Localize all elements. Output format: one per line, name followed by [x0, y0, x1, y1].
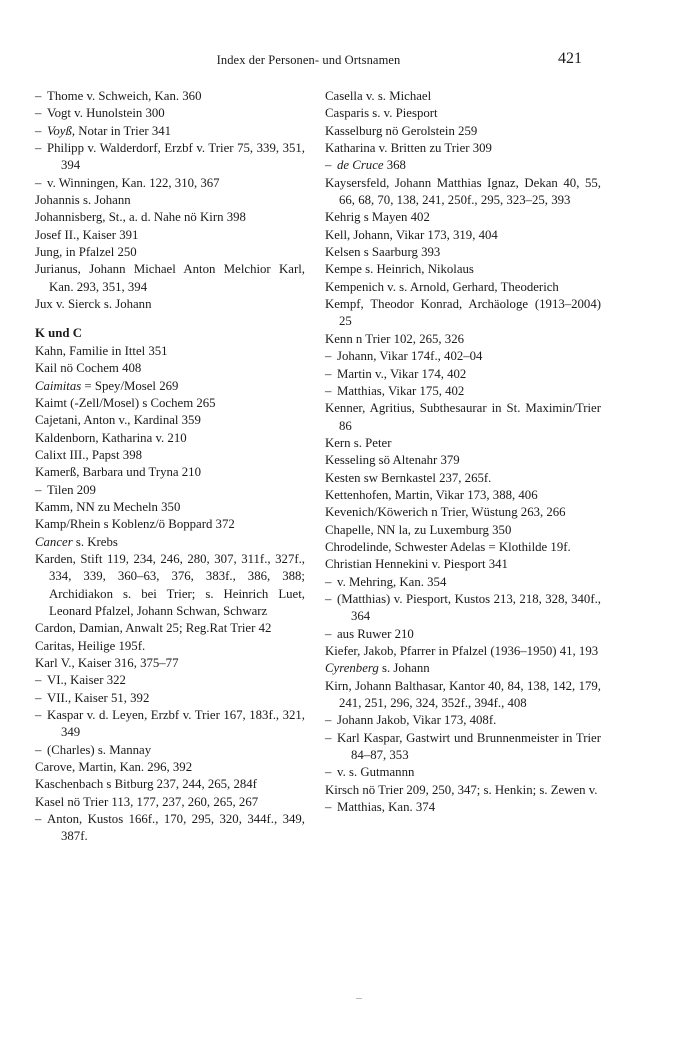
index-entry — [325, 209, 601, 226]
entry-text: Johann Jakob, Vikar 173, 408f. — [337, 713, 497, 728]
entry-text: Thome v. Schweich, Kan. 360 — [47, 89, 202, 103]
entry-text: Kasselburg nö Gerolstein 259 — [325, 123, 478, 138]
entry-dash: – — [35, 812, 42, 827]
index-entry — [35, 794, 305, 811]
entry-italic-term: de Cruce — [337, 158, 384, 173]
entry-dash: – — [325, 383, 332, 398]
index-column-left — [35, 88, 305, 846]
index-entry — [325, 452, 601, 469]
entry-text: Kiefer, Jakob, Pfarrer in Pfalzel (1936–1950) 41, 193 — [325, 644, 599, 658]
entry-dash: – — [325, 158, 332, 173]
index-entry — [325, 175, 601, 210]
entry-dash: – — [325, 574, 332, 589]
index-entry — [325, 435, 601, 452]
index-entry — [35, 360, 305, 377]
running-title: Index der Personen- und Ortsnamen — [216, 53, 401, 67]
entry-text: Philipp v. Walderdorf, Erzbf v. Trier 75, 339, 351, 394 — [47, 141, 305, 173]
index-entry — [35, 261, 305, 296]
footer-mark — [356, 998, 362, 999]
entry-text: Kettenhofen, Martin, Vikar 173, 388, 406 — [325, 487, 538, 502]
index-entry — [325, 331, 601, 348]
index-subentry — [325, 730, 601, 765]
entry-text: K und C — [35, 326, 82, 341]
entry-text: Kempe s. Heinrich, Nikolaus — [325, 262, 474, 277]
index-entry — [35, 412, 305, 429]
index-subentry — [35, 123, 305, 140]
index-entry — [35, 534, 305, 551]
index-entry — [35, 620, 305, 637]
entry-dash: – — [325, 366, 332, 381]
entry-text: Johannisberg, St., a. d. Nahe nö Kirn 398 — [35, 210, 246, 225]
index-entry — [35, 638, 305, 655]
index-subentry — [35, 175, 305, 192]
entry-text: Kesseling sö Altenahr 379 — [325, 453, 460, 468]
index-entry — [325, 227, 601, 244]
entry-text: Matthias, Kan. 374 — [337, 800, 436, 815]
index-entry — [325, 140, 601, 157]
entry-text: Kaysersfeld, Johann Matthias Ignaz, Dekan 40, 55, 66, 68, 70, 138, 241, 250f., 295, 323–25, 393 — [325, 175, 601, 208]
entry-text: Kevenich/Köwerich n Trier, Wüstung 263, 266 — [325, 505, 566, 520]
entry-text: Tilen 209 — [47, 482, 96, 497]
entry-dash: – — [35, 482, 42, 497]
entry-italic-term: Voyß, — [47, 123, 76, 138]
entry-text: Casella v. s. Michael — [325, 89, 432, 103]
index-entry — [325, 279, 601, 296]
entry-text: Christian Hennekini v. Piesport 341 — [325, 557, 508, 572]
entry-text: Kaschenbach s Bitburg 237, 244, 265, 284f — [35, 777, 257, 792]
entry-text: Kirn, Johann Balthasar, Kantor 40, 84, 138, 142, 179, 241, 251, 296, 324, 352f., 394f., 408 — [325, 678, 601, 711]
index-entry — [35, 296, 305, 313]
index-subentry — [35, 105, 305, 122]
index-entry — [35, 395, 305, 412]
index-subentry — [35, 482, 305, 499]
index-entry — [35, 192, 305, 209]
index-entry — [35, 244, 305, 261]
entry-text: Cardon, Damian, Anwalt 25; Reg.Rat Trier 42 — [35, 621, 272, 636]
index-subentry — [35, 811, 305, 846]
entry-text: = Spey/Mosel 269 — [81, 378, 179, 393]
entry-text: Calixt III., Papst 398 — [35, 447, 142, 462]
index-entry — [35, 655, 305, 672]
index-entry — [35, 516, 305, 533]
index-entry — [325, 244, 601, 261]
entry-dash: – — [325, 626, 332, 641]
entry-text: Kern s. Peter — [325, 435, 392, 450]
entry-text: v. Mehring, Kan. 354 — [337, 574, 447, 589]
entry-text: Kempenich v. s. Arnold, Gerhard, Theoderich — [325, 279, 559, 294]
entry-text: Anton, Kustos 166f., 170, 295, 320, 344f., 349, 387f. — [47, 812, 305, 844]
entry-text: Kahn, Familie in Ittel 351 — [35, 343, 168, 358]
entry-dash: – — [35, 175, 42, 190]
entry-text: Karl V., Kaiser 316, 375–77 — [35, 656, 179, 670]
entry-text: s. Johann — [378, 661, 430, 676]
entry-text: Chrodelinde, Schwester Adelas = Klothilde 19f. — [325, 539, 571, 554]
index-entry — [35, 227, 305, 244]
index-entry — [325, 504, 601, 521]
entry-text: Johann, Vikar 174f., 402–04 — [337, 349, 483, 364]
entry-italic-term: Cyrenberg — [325, 661, 379, 676]
page-number: 421 — [558, 50, 582, 67]
entry-text: Jung, in Pfalzel 250 — [35, 245, 137, 260]
entry-italic-term: Caimitas — [35, 378, 82, 393]
index-entry — [35, 209, 305, 226]
index-entry — [35, 447, 305, 464]
entry-text: Karden, Stift 119, 234, 246, 280, 307, 311f., 327f., 334, 339, 360–63, 376, 383f., 386, 388; Archidiakon s. bei Trier; s. Heinrich Luet, Leonard Pfalzel, Johann Schwan, Schwarz — [35, 551, 305, 618]
entry-text: VI., Kaiser 322 — [47, 673, 126, 688]
index-entry — [325, 556, 601, 573]
entry-text: Casparis s. v. Piesport — [325, 106, 438, 121]
entry-text: Josef II., Kaiser 391 — [35, 227, 139, 242]
index-subentry — [325, 366, 601, 383]
entry-text: (Matthias) v. Piesport, Kustos 213, 218, 328, 340f., 364 — [337, 591, 601, 624]
entry-text: Kehrig s Mayen 402 — [325, 210, 430, 225]
index-entry — [35, 464, 305, 481]
entry-text: Kelsen s Saarburg 393 — [325, 245, 441, 260]
entry-text: v. s. Gutmannn — [337, 765, 415, 780]
entry-dash: – — [35, 708, 42, 723]
index-entry — [325, 487, 601, 504]
entry-text: s. Krebs — [72, 534, 118, 549]
entry-dash: – — [325, 765, 332, 780]
entry-dash: – — [325, 349, 332, 364]
index-entry — [325, 643, 601, 660]
entry-text: Kempf, Theodor Konrad, Archäologe (1913–2004) 25 — [325, 297, 601, 329]
entry-text: Kesten sw Bernkastel 237, 265f. — [325, 470, 492, 485]
entry-dash: – — [35, 141, 42, 156]
index-entry — [325, 105, 601, 122]
entry-text: aus Ruwer 210 — [337, 626, 414, 641]
entry-text: Kirsch nö Trier 209, 250, 347; s. Henkin; s. Zewen v. — [325, 782, 598, 797]
entry-text: VII., Kaiser 51, 392 — [47, 690, 150, 705]
entry-text: Vogt v. Hunolstein 300 — [47, 106, 165, 121]
index-entry — [325, 261, 601, 278]
entry-text: 368 — [383, 158, 406, 173]
entry-text: Karl Kaspar, Gastwirt und Brunnenmeister in Trier 84–87, 353 — [337, 730, 601, 763]
index-entry — [325, 539, 601, 556]
index-subentry — [325, 626, 601, 643]
index-entry — [35, 343, 305, 360]
entry-text: Jux v. Sierck s. Johann — [35, 297, 152, 312]
index-subentry — [325, 799, 601, 816]
index-entry — [35, 759, 305, 776]
entry-text: v. Winningen, Kan. 122, 310, 367 — [47, 175, 220, 190]
entry-text: Kamp/Rhein s Koblenz/ö Boppard 372 — [35, 517, 235, 532]
index-entry — [325, 660, 601, 677]
entry-dash: – — [35, 673, 42, 688]
entry-text: Chapelle, NN la, zu Luxemburg 350 — [325, 522, 512, 537]
index-entry — [35, 551, 305, 620]
index-subentry — [325, 591, 601, 626]
index-entry — [325, 782, 601, 799]
entry-dash: – — [325, 591, 332, 606]
index-subentry — [35, 707, 305, 742]
entry-text: Jurianus, Johann Michael Anton Melchior Karl, Kan. 293, 351, 394 — [35, 262, 305, 294]
entry-text: Kail nö Cochem 408 — [35, 361, 142, 376]
entry-text: Kasel nö Trier 113, 177, 237, 260, 265, 267 — [35, 794, 259, 809]
index-subentry — [325, 383, 601, 400]
entry-text: Carove, Martin, Kan. 296, 392 — [35, 760, 193, 775]
entry-text: Kamm, NN zu Mecheln 350 — [35, 499, 181, 514]
index-entry — [35, 430, 305, 447]
entry-text: (Charles) s. Mannay — [47, 742, 152, 757]
index-subentry — [325, 348, 601, 365]
index-entry — [325, 522, 601, 539]
entry-text: Johannis s. Johann — [35, 193, 131, 208]
index-subentry — [35, 690, 305, 707]
entry-text: Kaspar v. d. Leyen, Erzbf v. Trier 167, 183f., 321, 349 — [47, 708, 305, 740]
entry-text: Kenner, Agritius, Subthesaurar in St. Maximin/Trier 86 — [325, 401, 601, 433]
index-subentry — [35, 742, 305, 759]
index-subentry — [35, 140, 305, 175]
index-column-right — [325, 88, 601, 816]
index-subentry — [325, 764, 601, 781]
index-subentry — [325, 712, 601, 729]
entry-text: Kaimt (-Zell/Mosel) s Cochem 265 — [35, 395, 216, 410]
entry-dash: – — [35, 89, 42, 103]
index-subentry — [325, 574, 601, 591]
index-entry — [325, 296, 601, 331]
index-entry — [325, 678, 601, 713]
entry-dash: – — [35, 106, 42, 121]
entry-text: Martin v., Vikar 174, 402 — [337, 366, 467, 381]
index-entry — [325, 88, 601, 105]
entry-text: Matthias, Vikar 175, 402 — [337, 383, 465, 398]
entry-text: Katharina v. Britten zu Trier 309 — [325, 141, 492, 156]
entry-dash: – — [325, 800, 332, 815]
entry-text: Cajetani, Anton v., Kardinal 359 — [35, 413, 201, 428]
index-entry — [35, 499, 305, 516]
entry-text: Kenn n Trier 102, 265, 326 — [325, 331, 464, 346]
index-subentry — [35, 88, 305, 105]
index-entry — [35, 378, 305, 395]
index-entry — [325, 470, 601, 487]
entry-dash: – — [325, 713, 332, 728]
entry-dash: – — [35, 690, 42, 705]
entry-text: Kell, Johann, Vikar 173, 319, 404 — [325, 227, 498, 242]
index-entry — [325, 400, 601, 435]
index-section-heading — [35, 325, 305, 342]
entry-dash: – — [325, 730, 332, 745]
entry-text: Kaldenborn, Katharina v. 210 — [35, 430, 187, 445]
index-subentry — [35, 672, 305, 689]
entry-dash: – — [35, 742, 42, 757]
index-entry — [35, 776, 305, 793]
index-subentry — [325, 157, 601, 174]
entry-text: Kamerß, Barbara und Tryna 210 — [35, 465, 201, 480]
entry-dash: – — [35, 123, 42, 138]
entry-text: Notar in Trier 341 — [75, 123, 172, 138]
entry-text: Caritas, Heilige 195f. — [35, 638, 146, 653]
index-entry — [325, 123, 601, 140]
page-header — [35, 50, 582, 72]
entry-italic-term: Cancer — [35, 534, 73, 549]
